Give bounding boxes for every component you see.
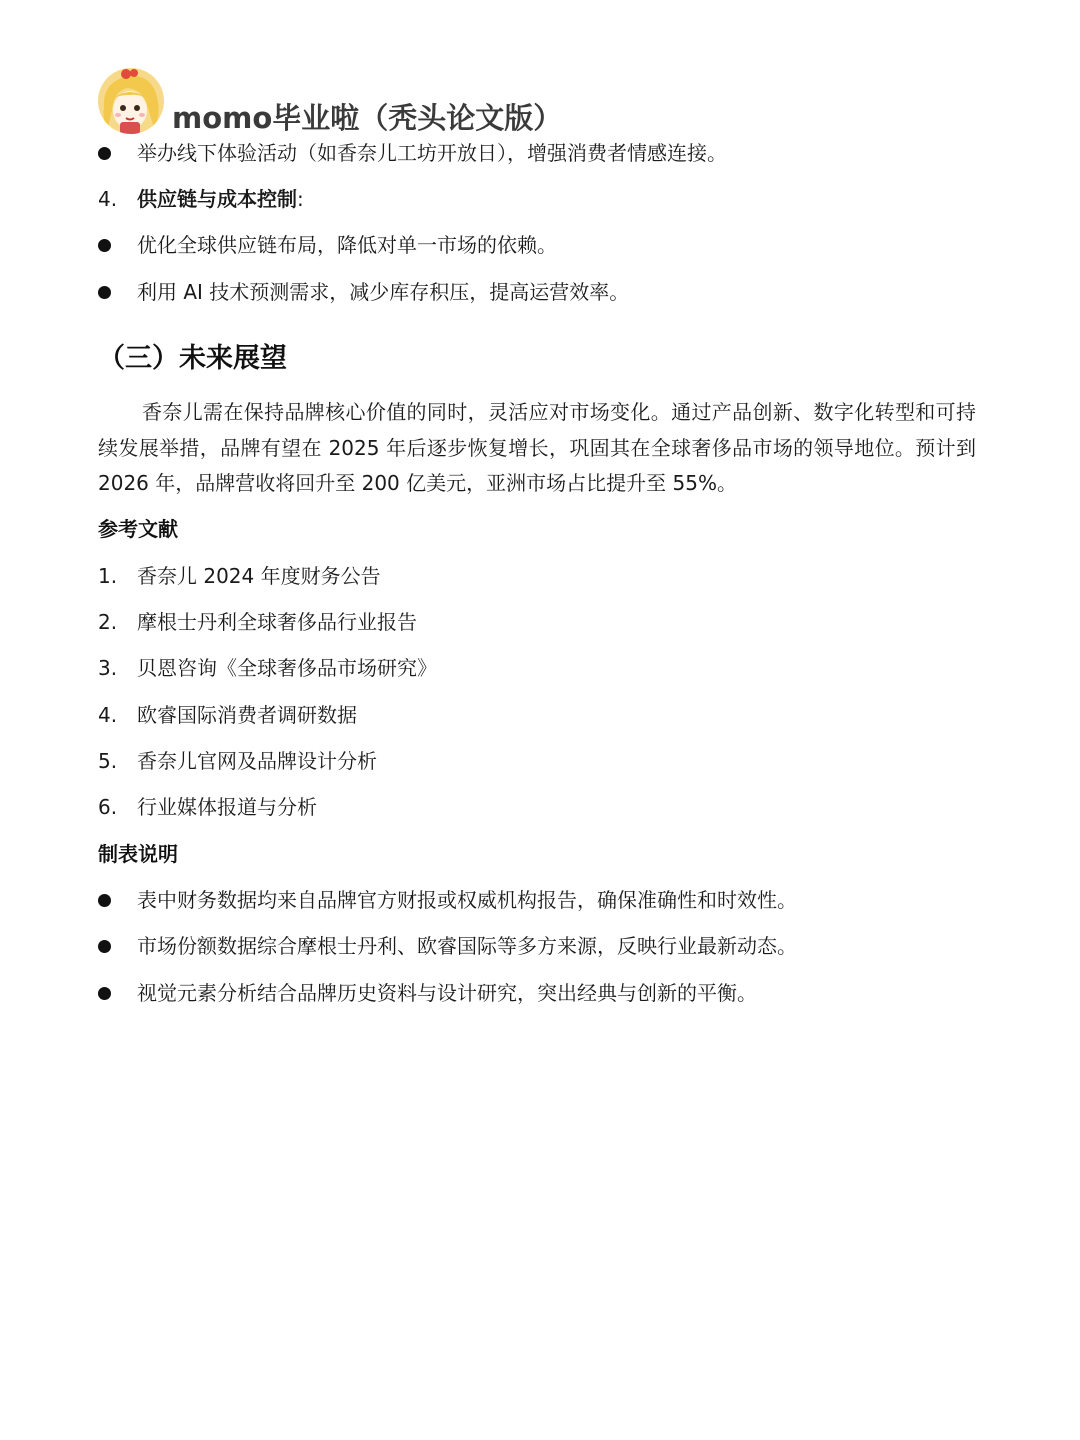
- list-number: 4.: [98, 187, 118, 211]
- watermark: [98, 66, 562, 136]
- reference-text: 欧睿国际消费者调研数据: [137, 703, 357, 727]
- bullet-icon: [98, 239, 111, 252]
- section-title: （三）未来展望: [98, 343, 287, 374]
- note-text: 表中财务数据均来自品牌官方财报或权威机构报告，确保准确性和时效性。: [137, 888, 797, 912]
- reference-number: 6.: [98, 795, 118, 819]
- notes-heading: 制表说明: [98, 842, 178, 866]
- reference-text: 摩根士丹利全球奢侈品行业报告: [137, 610, 417, 634]
- section-paragraph: 香奈儿需在保持品牌核心价值的同时，灵活应对市场变化。通过产品创新、数字化转型和可持续发展举措，品牌有望在 2025 年后逐步恢复增长，巩固其在全球奢侈品市场的领导地位。预计到 2026 年，品牌营收将回升至 200 亿美元，亚洲市场占比提升至 55%。: [98, 400, 976, 495]
- reference-number: 2.: [98, 610, 118, 634]
- bullet-icon: [98, 987, 111, 1000]
- list-item-text: 举办线下体验活动（如香奈儿工坊开放日），增强消费者情感连接。: [137, 141, 727, 165]
- list-item-text: 利用 AI 技术预测需求，减少库存积压，提高运营效率。: [137, 280, 630, 304]
- list-item-heading: 供应链与成本控制: [137, 187, 297, 211]
- reference-text: 行业媒体报道与分析: [137, 795, 317, 819]
- note-text: 视觉元素分析结合品牌历史资料与设计研究，突出经典与创新的平衡。: [137, 981, 757, 1005]
- reference-number: 3.: [98, 656, 118, 680]
- reference-number: 5.: [98, 749, 118, 773]
- bullet-icon: [98, 147, 111, 160]
- reference-text: 香奈儿官网及品牌设计分析: [137, 749, 377, 773]
- watermark-text: momo毕业啦（秃头论文版）: [172, 100, 563, 135]
- bullet-icon: [98, 940, 111, 953]
- reference-text: 香奈儿 2024 年度财务公告: [137, 564, 381, 588]
- cartoon-girl-avatar-icon: [98, 68, 164, 134]
- bullet-icon: [98, 894, 111, 907]
- reference-text: 贝恩咨询《全球奢侈品市场研究》: [137, 656, 437, 680]
- list-item-text: [137, 185, 304, 213]
- reference-number: 4.: [98, 703, 118, 727]
- note-text: 市场份额数据综合摩根士丹利、欧睿国际等多方来源，反映行业最新动态。: [137, 934, 797, 958]
- bullet-icon: [98, 286, 111, 299]
- list-item-suffix: :: [297, 187, 304, 211]
- list-item-text: 优化全球供应链布局，降低对单一市场的依赖。: [137, 233, 557, 257]
- reference-number: 1.: [98, 564, 118, 588]
- references-heading: 参考文献: [98, 517, 178, 541]
